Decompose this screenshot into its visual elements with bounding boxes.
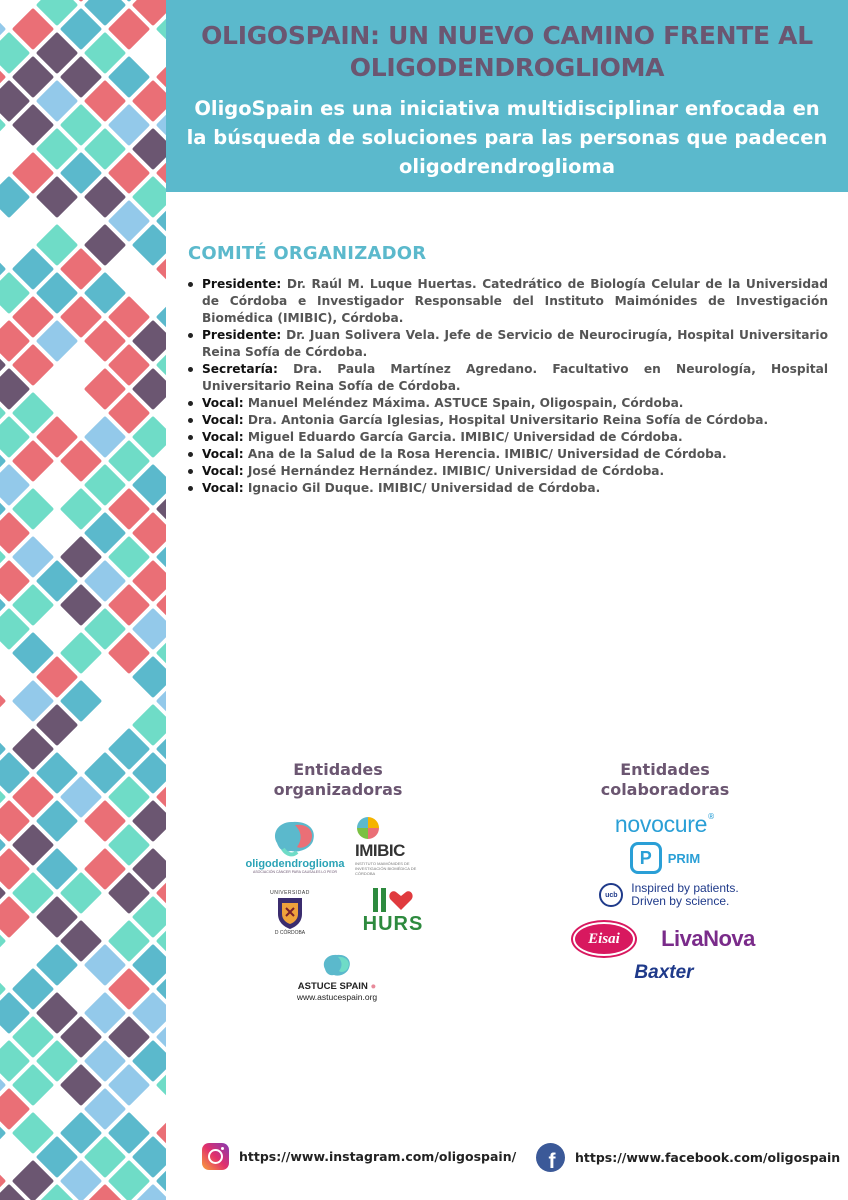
organizers-heading [238,760,438,800]
committee-member [188,429,828,446]
universidad-cordoba-logo [258,880,322,946]
oligodendroglioma-logo [240,815,350,877]
committee-list [188,276,828,497]
facebook-icon[interactable]: f [536,1143,565,1172]
member-text: Ana de la Salud de la Rosa Herencia. IMIBIC/ Universidad de Córdoba. [243,447,727,461]
member-text: Dr. Juan Solivera Vela. Jefe de Servicio de Neurocirugía, Hospital Universitario Reina Sofía de Córdoba. [202,328,828,359]
committee-member [188,480,828,497]
astuce-url: www.astucespain.org [296,991,378,1002]
livanova-logo [652,924,764,954]
committee-member [188,361,828,395]
organizers-heading-line2: organizadoras [273,780,403,799]
committee-member [188,327,828,361]
baxter-logo [614,960,714,986]
pattern-diamond [0,680,6,722]
prim-logo [620,840,710,876]
uco-bottom-text: D CÓRDOBA [274,930,306,936]
collaborators-heading-line1: Entidades [620,760,710,779]
member-role: Secretaría: [202,362,278,376]
eisai-oval-icon [573,922,635,956]
imibic-logo [355,814,433,878]
member-role: Vocal: [202,430,244,444]
member-text: José Hernández Hernández. IMIBIC/ Universidad de Córdoba. [243,464,665,478]
member-role: Vocal: [202,413,244,427]
member-role: Vocal: [202,481,244,495]
oligodendroglioma-tagline: ASOCIACIÓN CÁNCER PARA CAUSALES LO PEOR [253,869,337,874]
member-role: Presidente: [202,328,282,342]
imibic-subtitle: INSTITUTO MAIMÓNIDES DE INVESTIGACIÓN BIOMÉDICA DE CÓRDOBA [355,860,417,876]
astuce-brain-icon [320,953,354,979]
prim-p-icon: P [630,842,662,874]
committee-member [188,276,828,327]
collaborators-heading-line2: colaboradoras [600,780,730,799]
university-shield-icon [275,896,305,930]
registered-mark-icon: ® [707,812,716,821]
committee-member [188,412,828,429]
imibic-name: IMIBIC [355,840,405,860]
baxter-name: Baxter [634,962,694,983]
eisai-logo [571,920,637,958]
committee-heading: COMITÉ ORGANIZADOR [188,243,427,264]
novocure-logo [600,810,730,838]
member-text: Manuel Meléndez Máxima. ASTUCE Spain, Oligospain, Córdoba. [243,396,684,410]
hurs-name: HURS [362,913,424,935]
decorative-diamond-pattern [0,0,166,1200]
member-text: Dra. Paula Martínez Agredano. Facultativo en Neurología, Hospital Universitario Reina Sofía de Córdoba. [202,362,828,393]
member-text: Miguel Eduardo García Garcia. IMIBIC/ Universidad de Córdoba. [243,430,683,444]
instagram-url[interactable]: https://www.instagram.com/oligospain/ [239,1149,517,1164]
eisai-name: Eisai [588,930,620,947]
page-subtitle: OligoSpain es una iniciativa multidisciplinar enfocada en la búsqueda de soluciones para las personas que padecen oligodrendroglioma [186,97,828,178]
astuce-spain-logo [282,946,392,1008]
member-text: Ignacio Gil Duque. IMIBIC/ Universidad de Córdoba. [243,481,601,495]
astuce-name-row [298,981,376,992]
facebook-link-row[interactable] [536,1143,840,1172]
instagram-icon[interactable] [202,1143,229,1170]
uco-top-text: UNIVERSIDAD [270,890,310,896]
imibic-emblem-icon [357,817,379,839]
hurs-logo [358,882,428,938]
page-title: OLIGOSPAIN: UN NUEVO CAMINO FRENTE AL OLIGODENDROGLIOMA [201,21,813,82]
member-role: Vocal: [202,447,244,461]
astuce-name: ASTUCE SPAIN [297,980,368,992]
member-text: Dr. Raúl M. Luque Huertas. Catedrático de Biología Celular de la Universidad de Córdoba e Investigador Responsable del Instituto Maimónides de Investigación Biomédica (IMIBIC), Córdoba. [202,277,828,325]
member-role: Presidente: [202,277,282,291]
header-banner [166,0,848,192]
ucb-slogan-line2: Driven by science. [631,894,730,908]
committee-member [188,395,828,412]
novocure-name: novocure [614,810,708,837]
organizers-heading-line1: Entidades [293,760,383,779]
oligodendroglioma-name: oligodendroglioma [245,857,345,870]
facebook-url[interactable]: https://www.facebook.com/oligospain [575,1150,841,1165]
brain-icon [269,819,321,857]
pattern-diamond [0,0,6,2]
brain-emoji-icon: ● [370,980,377,992]
committee-member [188,446,828,463]
ucb-logo [594,880,744,910]
member-text: Dra. Antonia García Iglesias, Hospital Universitario Reina Sofía de Córdoba. [243,413,769,427]
hurs-heart-cross-icon [371,886,415,914]
ucb-slogan-line1: Inspired by patients. [631,881,739,895]
member-role: Vocal: [202,464,244,478]
organizing-committee-section [188,243,828,497]
member-role: Vocal: [202,396,244,410]
committee-member [188,463,828,480]
prim-name: PRIM [667,850,701,866]
collaborators-heading [565,760,765,800]
ucb-slogan [631,882,738,908]
livanova-name: LivaNova [661,926,755,951]
ucb-emblem-icon: ucb [599,883,623,907]
instagram-link-row[interactable] [202,1143,516,1170]
